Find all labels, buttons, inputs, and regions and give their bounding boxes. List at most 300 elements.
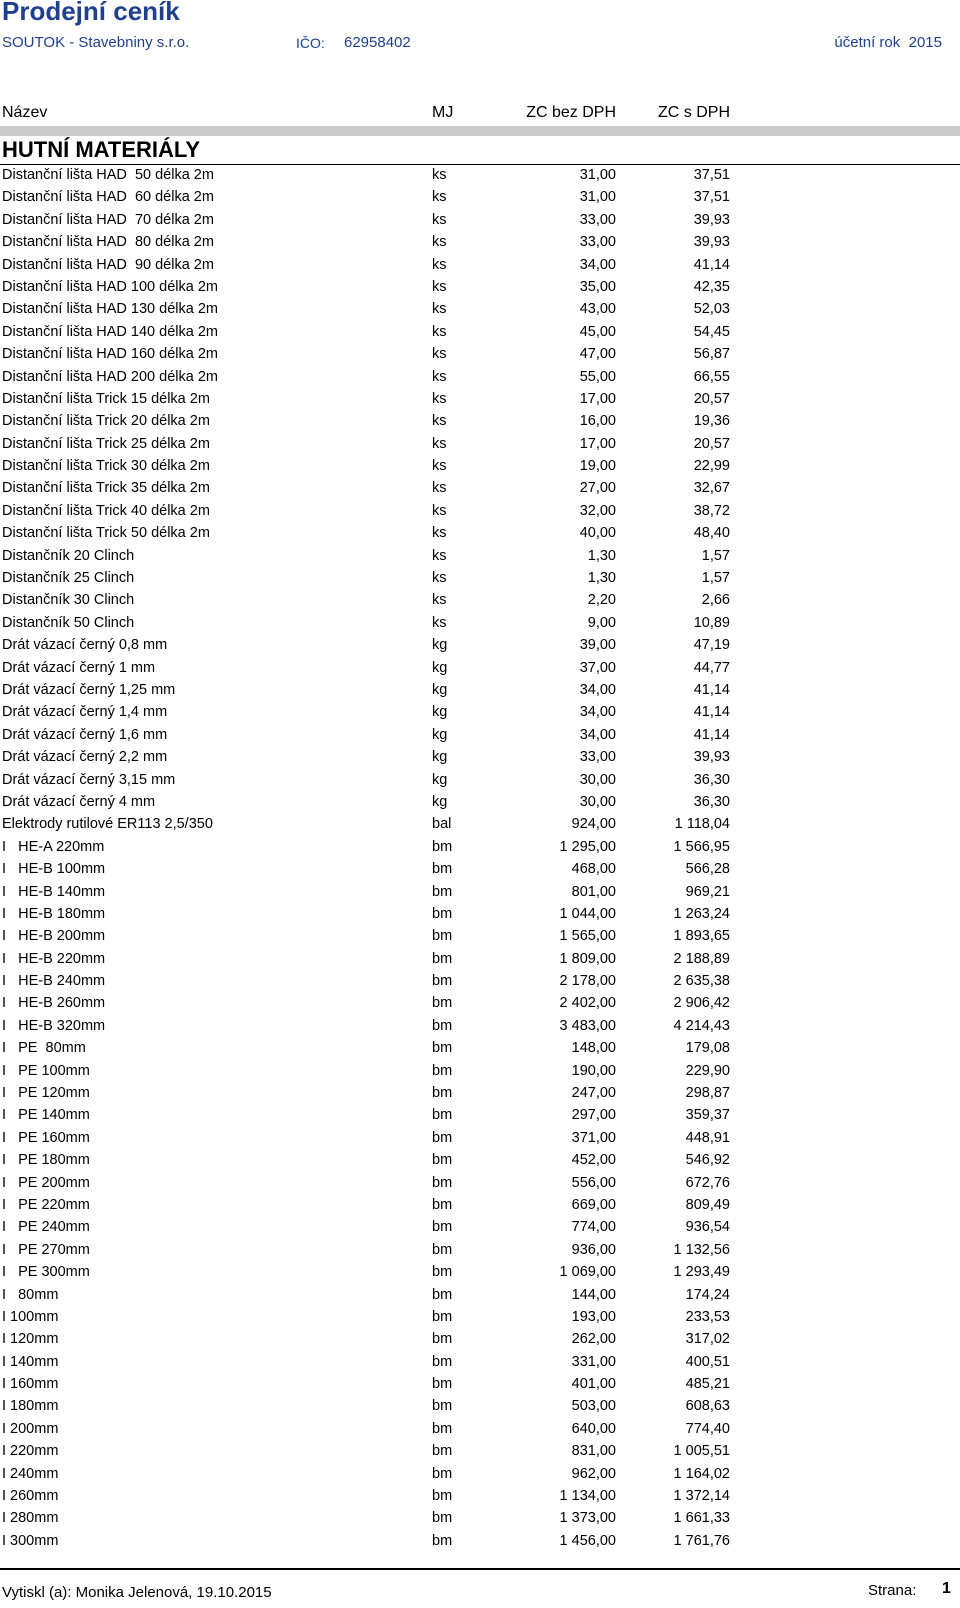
- row-price-ex: 34,00: [579, 704, 616, 721]
- row-name: Drát vázací černý 1,4 mm: [2, 704, 168, 721]
- row-price-inc: 22,99: [693, 458, 730, 475]
- row-unit: ks: [432, 547, 447, 564]
- row-unit: bm: [432, 995, 453, 1012]
- row-price-ex: 1 456,00: [559, 1532, 616, 1549]
- column-name-header: Název: [2, 104, 48, 121]
- row-unit: kg: [432, 726, 448, 743]
- row-name: I 180mm: [2, 1398, 59, 1415]
- row-name: I HE-B 100mm: [2, 861, 106, 878]
- row-price-ex: 452,00: [571, 1152, 616, 1169]
- row-price-ex: 262,00: [571, 1331, 616, 1348]
- table-row: [0, 903, 960, 925]
- row-unit: ks: [432, 301, 447, 318]
- table-row: [0, 1104, 960, 1126]
- row-name: I HE-B 320mm: [2, 1017, 106, 1034]
- table-row: [0, 366, 960, 388]
- fiscal-year: [834, 34, 942, 51]
- row-price-ex: 19,00: [579, 458, 616, 475]
- row-name: Distanční lišta HAD 160 délka 2m: [2, 346, 218, 363]
- row-price-inc: 2 188,89: [673, 950, 730, 967]
- row-price-inc: 66,55: [693, 368, 730, 385]
- row-unit: bm: [432, 1488, 453, 1505]
- row-price-inc: 2 906,42: [673, 995, 730, 1012]
- row-name: I HE-A 220mm: [2, 838, 105, 855]
- row-price-inc: 1 566,95: [673, 838, 730, 855]
- row-unit: bm: [432, 1308, 453, 1325]
- footer-divider: [0, 1568, 960, 1570]
- row-price-ex: 17,00: [579, 390, 616, 407]
- table-row: [0, 1194, 960, 1216]
- page-title: Prodejní ceník: [2, 0, 180, 26]
- row-price-inc: 41,14: [693, 704, 730, 721]
- row-price-ex: 55,00: [579, 368, 616, 385]
- row-name: I PE 180mm: [2, 1152, 90, 1169]
- row-price-ex: 1 373,00: [559, 1510, 616, 1527]
- row-price-inc: 44,77: [693, 659, 730, 676]
- row-unit: bm: [432, 1241, 453, 1258]
- table-row: [0, 433, 960, 455]
- row-name: I 260mm: [2, 1488, 59, 1505]
- row-name: Distanční lišta HAD 60 délka 2m: [2, 189, 214, 206]
- row-name: Distančník 20 Clinch: [2, 547, 135, 564]
- row-name: I HE-B 140mm: [2, 883, 106, 900]
- row-unit: kg: [432, 793, 448, 810]
- row-price-inc: 1 005,51: [673, 1443, 730, 1460]
- row-name: I PE 300mm: [2, 1264, 90, 1281]
- table-row: [0, 589, 960, 611]
- table-row: [0, 612, 960, 634]
- row-unit: kg: [432, 749, 448, 766]
- table-row: [0, 1037, 960, 1059]
- row-name: Distanční lišta HAD 90 délka 2m: [2, 256, 214, 273]
- row-price-ex: 556,00: [571, 1174, 616, 1191]
- row-name: I PE 120mm: [2, 1085, 90, 1102]
- table-row: [0, 1149, 960, 1171]
- row-price-inc: 37,51: [693, 189, 730, 206]
- row-name: I PE 270mm: [2, 1241, 90, 1258]
- table-row: [0, 1082, 960, 1104]
- row-price-ex: 1,30: [587, 547, 616, 564]
- row-unit: bm: [432, 905, 453, 922]
- row-name: Distanční lišta Trick 40 délka 2m: [2, 502, 210, 519]
- ico-value: 62958402: [344, 34, 411, 51]
- row-name: Distanční lišta HAD 80 délka 2m: [2, 234, 214, 251]
- table-row: [0, 858, 960, 880]
- row-price-ex: 1 809,00: [559, 950, 616, 967]
- row-price-ex: 924,00: [571, 816, 616, 833]
- row-name: I HE-B 180mm: [2, 905, 106, 922]
- table-row: [0, 701, 960, 723]
- row-price-ex: 27,00: [579, 480, 616, 497]
- row-price-ex: 936,00: [571, 1241, 616, 1258]
- row-name: I 80mm: [2, 1286, 59, 1303]
- row-price-inc: 4 214,43: [673, 1017, 730, 1034]
- row-unit: bm: [432, 1510, 453, 1527]
- row-name: I PE 160mm: [2, 1129, 90, 1146]
- table-row: [0, 992, 960, 1014]
- row-name: I PE 140mm: [2, 1107, 90, 1124]
- row-price-ex: 401,00: [571, 1376, 616, 1393]
- fiscal-year-label: účetní rok: [834, 34, 901, 51]
- row-unit: bm: [432, 1107, 453, 1124]
- row-price-inc: 42,35: [693, 278, 730, 295]
- table-row: [0, 925, 960, 947]
- row-name: I 140mm: [2, 1353, 59, 1370]
- row-name: Distančník 50 Clinch: [2, 614, 135, 631]
- row-unit: ks: [432, 592, 447, 609]
- row-name: Distanční lišta Trick 35 délka 2m: [2, 480, 210, 497]
- row-price-inc: 359,37: [685, 1107, 730, 1124]
- row-price-ex: 331,00: [571, 1353, 616, 1370]
- row-price-inc: 179,08: [685, 1040, 730, 1057]
- table-row: [0, 746, 960, 768]
- row-price-inc: 39,93: [693, 211, 730, 228]
- row-price-ex: 33,00: [579, 211, 616, 228]
- row-unit: kg: [432, 771, 448, 788]
- row-price-inc: 56,87: [693, 346, 730, 363]
- table-row: [0, 724, 960, 746]
- row-name: Drát vázací černý 1 mm: [2, 659, 156, 676]
- row-unit: ks: [432, 234, 447, 251]
- row-name: I 280mm: [2, 1510, 59, 1527]
- row-price-inc: 48,40: [693, 525, 730, 542]
- table-row: [0, 410, 960, 432]
- row-price-inc: 400,51: [685, 1353, 730, 1370]
- page-number: 1: [942, 1580, 951, 1597]
- table-row: [0, 567, 960, 589]
- table-row: [0, 1060, 960, 1082]
- row-name: Drát vázací černý 1,6 mm: [2, 726, 168, 743]
- row-unit: ks: [432, 189, 447, 206]
- row-unit: kg: [432, 659, 448, 676]
- row-price-inc: 1 164,02: [673, 1465, 730, 1482]
- table-row: [0, 545, 960, 567]
- row-price-inc: 2 635,38: [673, 973, 730, 990]
- row-name: I 200mm: [2, 1420, 59, 1437]
- row-unit: kg: [432, 637, 448, 654]
- row-name: Drát vázací černý 1,25 mm: [2, 681, 176, 698]
- row-name: I HE-B 200mm: [2, 928, 106, 945]
- row-price-inc: 1 893,65: [673, 928, 730, 945]
- row-price-ex: 32,00: [579, 502, 616, 519]
- row-price-inc: 969,21: [685, 883, 730, 900]
- row-unit: kg: [432, 704, 448, 721]
- row-name: Distanční lišta HAD 130 délka 2m: [2, 301, 218, 318]
- table-row: [0, 186, 960, 208]
- row-price-ex: 33,00: [579, 749, 616, 766]
- table-row: [0, 1015, 960, 1037]
- row-price-inc: 20,57: [693, 435, 730, 452]
- row-unit: bm: [432, 1465, 453, 1482]
- row-unit: kg: [432, 681, 448, 698]
- row-price-ex: 2 402,00: [559, 995, 616, 1012]
- row-price-inc: 38,72: [693, 502, 730, 519]
- row-price-ex: 247,00: [571, 1085, 616, 1102]
- row-name: I HE-B 260mm: [2, 995, 106, 1012]
- row-unit: bm: [432, 1085, 453, 1102]
- row-price-inc: 39,93: [693, 234, 730, 251]
- row-price-inc: 298,87: [685, 1085, 730, 1102]
- row-name: Distanční lišta Trick 20 délka 2m: [2, 413, 210, 430]
- row-name: Distanční lišta HAD 140 délka 2m: [2, 323, 218, 340]
- row-name: I 220mm: [2, 1443, 59, 1460]
- row-price-ex: 31,00: [579, 189, 616, 206]
- row-unit: bm: [432, 1353, 453, 1370]
- row-price-ex: 31,00: [579, 167, 616, 183]
- row-unit: bm: [432, 1398, 453, 1415]
- row-price-inc: 32,67: [693, 480, 730, 497]
- section-title: HUTNÍ MATERIÁLY: [2, 137, 200, 162]
- row-name: I 160mm: [2, 1376, 59, 1393]
- row-unit: ks: [432, 502, 447, 519]
- row-price-inc: 174,24: [685, 1286, 730, 1303]
- row-price-ex: 190,00: [571, 1062, 616, 1079]
- row-unit: bm: [432, 1017, 453, 1034]
- row-unit: bm: [432, 1532, 453, 1549]
- table-row: [0, 388, 960, 410]
- row-unit: bm: [432, 1196, 453, 1213]
- table-row: [0, 1261, 960, 1283]
- row-price-ex: 297,00: [571, 1107, 616, 1124]
- row-price-ex: 1 134,00: [559, 1488, 616, 1505]
- row-price-inc: 1,57: [701, 570, 730, 587]
- row-price-ex: 33,00: [579, 234, 616, 251]
- row-unit: ks: [432, 211, 447, 228]
- table-row: [0, 948, 960, 970]
- row-name: Distanční lišta HAD 50 délka 2m: [2, 167, 214, 183]
- row-name: Distanční lišta Trick 30 délka 2m: [2, 458, 210, 475]
- row-unit: ks: [432, 368, 447, 385]
- row-price-inc: 229,90: [685, 1062, 730, 1079]
- row-price-inc: 1,57: [701, 547, 730, 564]
- row-unit: ks: [432, 480, 447, 497]
- row-name: Distanční lišta HAD 200 délka 2m: [2, 368, 218, 385]
- table-row: [0, 164, 960, 186]
- row-unit: bm: [432, 1174, 453, 1191]
- row-name: Drát vázací černý 2,2 mm: [2, 749, 168, 766]
- row-price-ex: 1 069,00: [559, 1264, 616, 1281]
- row-price-ex: 37,00: [579, 659, 616, 676]
- row-price-ex: 2 178,00: [559, 973, 616, 990]
- row-unit: bm: [432, 1286, 453, 1303]
- row-price-ex: 39,00: [579, 637, 616, 654]
- row-unit: bm: [432, 1062, 453, 1079]
- row-name: Distanční lišta HAD 70 délka 2m: [2, 211, 214, 228]
- price-list-table: [0, 164, 960, 1552]
- row-price-inc: 1 372,14: [673, 1488, 730, 1505]
- table-row: [0, 1530, 960, 1552]
- row-unit: bm: [432, 1331, 453, 1348]
- row-name: Elektrody rutilové ER113 2,5/350: [2, 816, 213, 833]
- row-price-ex: 34,00: [579, 726, 616, 743]
- row-price-ex: 503,00: [571, 1398, 616, 1415]
- table-row: [0, 1306, 960, 1328]
- row-name: Distanční lišta Trick 15 délka 2m: [2, 390, 210, 407]
- row-name: Distanční lišta HAD 100 délka 2m: [2, 278, 218, 295]
- row-price-inc: 774,40: [685, 1420, 730, 1437]
- row-price-ex: 669,00: [571, 1196, 616, 1213]
- row-price-ex: 962,00: [571, 1465, 616, 1482]
- row-name: I PE 240mm: [2, 1219, 90, 1236]
- row-unit: bm: [432, 1264, 453, 1281]
- row-unit: bm: [432, 883, 453, 900]
- table-row: [0, 881, 960, 903]
- row-price-inc: 36,30: [693, 771, 730, 788]
- ico-label: IČO:: [296, 35, 325, 51]
- row-unit: bm: [432, 973, 453, 990]
- row-unit: ks: [432, 413, 447, 430]
- row-name: Distančník 30 Clinch: [2, 592, 135, 609]
- row-name: I 240mm: [2, 1465, 59, 1482]
- row-price-ex: 774,00: [571, 1219, 616, 1236]
- table-row: [0, 209, 960, 231]
- table-row: [0, 1351, 960, 1373]
- row-price-inc: 672,76: [685, 1174, 730, 1191]
- table-row: [0, 254, 960, 276]
- row-unit: ks: [432, 346, 447, 363]
- row-name: Drát vázací černý 3,15 mm: [2, 771, 176, 788]
- row-price-inc: 1 132,56: [673, 1241, 730, 1258]
- row-name: I PE 100mm: [2, 1062, 90, 1079]
- row-price-ex: 34,00: [579, 681, 616, 698]
- row-unit: bm: [432, 928, 453, 945]
- column-unit-header: MJ: [432, 104, 454, 121]
- row-unit: ks: [432, 256, 447, 273]
- row-unit: ks: [432, 435, 447, 452]
- table-row: [0, 1239, 960, 1261]
- row-price-inc: 566,28: [685, 861, 730, 878]
- row-name: Drát vázací černý 4 mm: [2, 793, 156, 810]
- row-price-inc: 19,36: [693, 413, 730, 430]
- row-unit: ks: [432, 390, 447, 407]
- table-row: [0, 1395, 960, 1417]
- row-price-inc: 2,66: [701, 592, 730, 609]
- table-row: [0, 679, 960, 701]
- table-row: [0, 791, 960, 813]
- row-price-inc: 448,91: [685, 1129, 730, 1146]
- printed-by: Vytiskl (a): Monika Jelenová, 19.10.2015: [2, 1584, 272, 1601]
- row-price-inc: 485,21: [685, 1376, 730, 1393]
- row-name: Distanční lišta Trick 50 délka 2m: [2, 525, 210, 542]
- row-name: I PE 80mm: [2, 1040, 86, 1057]
- row-name: I PE 200mm: [2, 1174, 90, 1191]
- table-row: [0, 477, 960, 499]
- table-row: [0, 1463, 960, 1485]
- row-price-ex: 2,20: [587, 592, 616, 609]
- row-unit: bm: [432, 1219, 453, 1236]
- table-row: [0, 298, 960, 320]
- table-row: [0, 1127, 960, 1149]
- table-row: [0, 813, 960, 835]
- row-price-inc: 233,53: [685, 1308, 730, 1325]
- table-row: [0, 634, 960, 656]
- table-row: [0, 231, 960, 253]
- row-unit: ks: [432, 570, 447, 587]
- table-row: [0, 1216, 960, 1238]
- row-price-ex: 16,00: [579, 413, 616, 430]
- row-price-inc: 546,92: [685, 1152, 730, 1169]
- row-price-inc: 936,54: [685, 1219, 730, 1236]
- table-row: [0, 769, 960, 791]
- row-price-ex: 144,00: [571, 1286, 616, 1303]
- row-unit: bm: [432, 861, 453, 878]
- table-row: [0, 1507, 960, 1529]
- row-unit: ks: [432, 323, 447, 340]
- row-price-ex: 40,00: [579, 525, 616, 542]
- row-price-inc: 317,02: [685, 1331, 730, 1348]
- table-row: [0, 1172, 960, 1194]
- row-name: Distančník 25 Clinch: [2, 570, 135, 587]
- row-name: I HE-B 220mm: [2, 950, 106, 967]
- row-unit: ks: [432, 167, 447, 183]
- row-name: I 300mm: [2, 1532, 59, 1549]
- table-row: [0, 500, 960, 522]
- table-row: [0, 970, 960, 992]
- row-price-inc: 39,93: [693, 749, 730, 766]
- row-unit: bm: [432, 950, 453, 967]
- row-price-inc: 36,30: [693, 793, 730, 810]
- column-price-inc-header: ZC s DPH: [658, 104, 730, 121]
- table-row: [0, 455, 960, 477]
- row-price-inc: 41,14: [693, 726, 730, 743]
- row-price-ex: 1,30: [587, 570, 616, 587]
- fiscal-year-value: 2015: [908, 34, 942, 51]
- row-unit: ks: [432, 278, 447, 295]
- table-row: [0, 321, 960, 343]
- row-price-ex: 3 483,00: [559, 1017, 616, 1034]
- table-row: [0, 1418, 960, 1440]
- row-price-ex: 801,00: [571, 883, 616, 900]
- column-price-ex-header: ZC bez DPH: [526, 104, 616, 121]
- row-price-ex: 45,00: [579, 323, 616, 340]
- row-unit: ks: [432, 525, 447, 542]
- row-name: I HE-B 240mm: [2, 973, 106, 990]
- row-price-inc: 1 661,33: [673, 1510, 730, 1527]
- row-price-ex: 43,00: [579, 301, 616, 318]
- row-price-ex: 35,00: [579, 278, 616, 295]
- row-price-ex: 30,00: [579, 771, 616, 788]
- row-name: I 100mm: [2, 1308, 59, 1325]
- row-unit: bm: [432, 1129, 453, 1146]
- row-price-ex: 47,00: [579, 346, 616, 363]
- table-row: [0, 1328, 960, 1350]
- row-price-ex: 148,00: [571, 1040, 616, 1057]
- row-price-inc: 809,49: [685, 1196, 730, 1213]
- row-price-inc: 47,19: [693, 637, 730, 654]
- table-row: [0, 836, 960, 858]
- row-price-ex: 17,00: [579, 435, 616, 452]
- row-price-ex: 640,00: [571, 1420, 616, 1437]
- row-unit: ks: [432, 614, 447, 631]
- table-row: [0, 343, 960, 365]
- row-unit: bm: [432, 838, 453, 855]
- table-row: [0, 657, 960, 679]
- table-row: [0, 1440, 960, 1462]
- header-divider-bar: [0, 126, 960, 136]
- row-price-ex: 1 565,00: [559, 928, 616, 945]
- row-price-ex: 1 044,00: [559, 905, 616, 922]
- table-row: [0, 522, 960, 544]
- row-unit: bm: [432, 1040, 453, 1057]
- row-unit: bm: [432, 1420, 453, 1437]
- row-price-inc: 1 118,04: [674, 816, 730, 833]
- row-price-inc: 1 761,76: [673, 1532, 730, 1549]
- table-row: [0, 1284, 960, 1306]
- row-price-inc: 54,45: [693, 323, 730, 340]
- row-name: Drát vázací černý 0,8 mm: [2, 637, 168, 654]
- row-unit: bm: [432, 1376, 453, 1393]
- row-unit: ks: [432, 458, 447, 475]
